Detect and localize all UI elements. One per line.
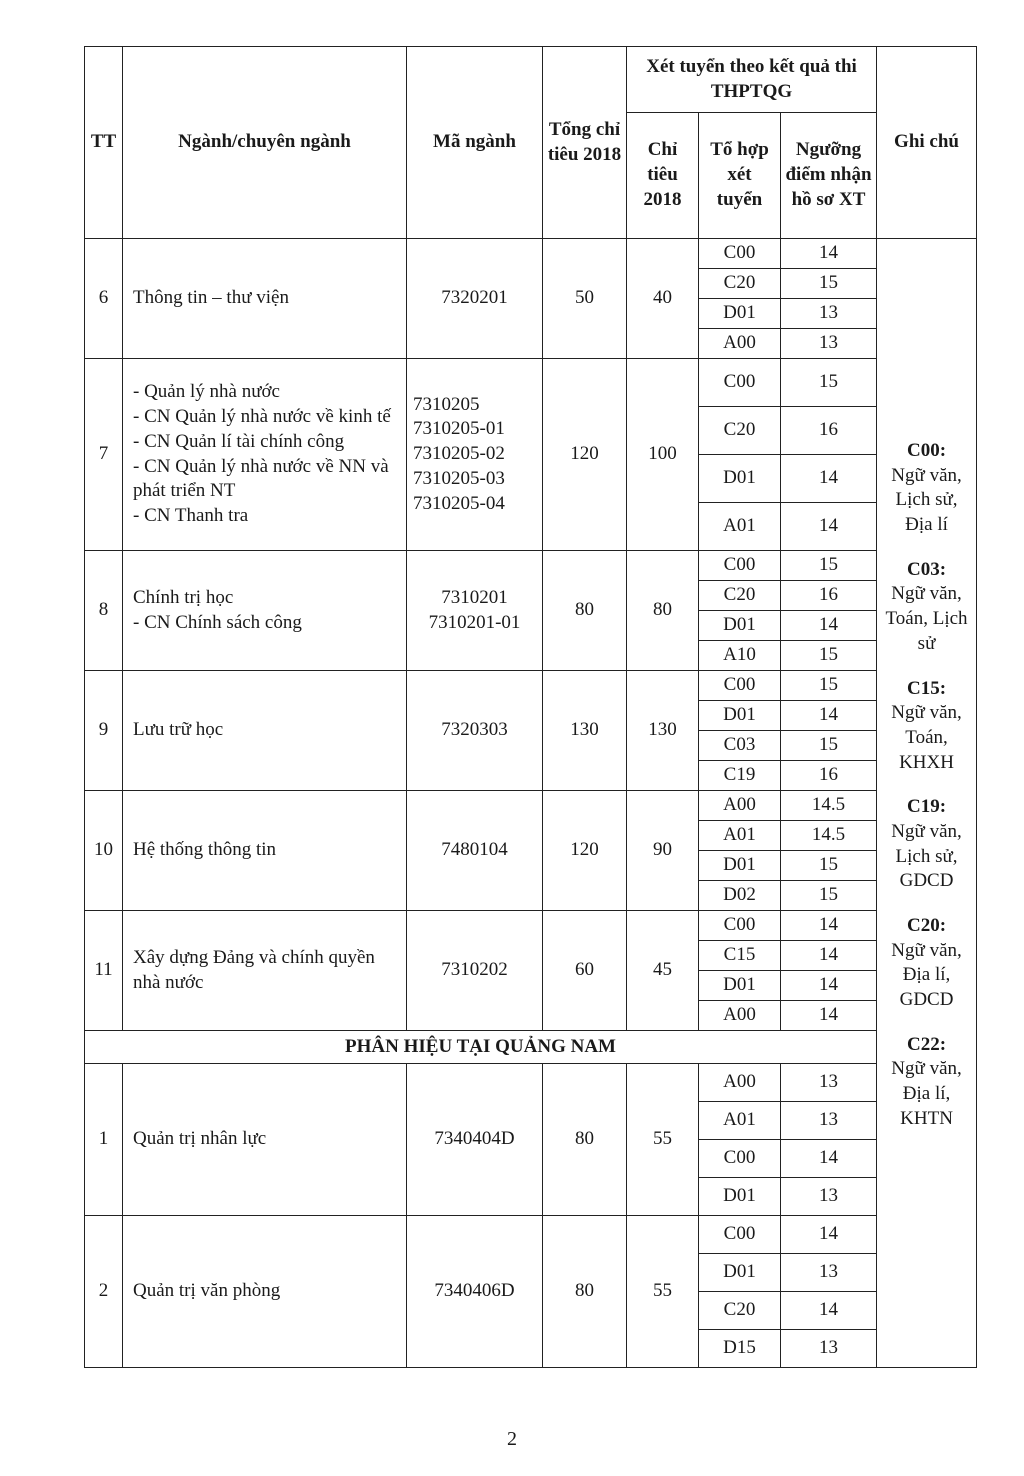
header-chi-tieu: Chỉ tiêu 2018 [627,113,699,239]
row-nguong: 14 [781,971,877,1001]
note-item [881,558,972,657]
nganh-line: Hệ thống thông tin [133,839,277,861]
note-value: Ngữ văn, Địa lí, KHTN [891,1058,962,1129]
row-nguong: 13 [781,1102,877,1140]
header-ma-nganh: Mã ngành [407,47,543,239]
row-nguong: 14 [781,455,877,503]
row-nguong: 14 [781,611,877,641]
note-item [881,1033,972,1132]
row-ma-nganh [407,551,543,671]
row-to-hop: A01 [699,1102,781,1140]
ma-nganh-line: 7340404D [434,1128,515,1150]
note-value: Ngữ văn, Toán, KHXH [891,702,962,773]
row-to-hop: D01 [699,611,781,641]
nganh-line: - CN Quản lý nhà nước về kinh tế [133,406,391,428]
row-nguong: 15 [781,641,877,671]
row-to-hop: D01 [699,971,781,1001]
row-nguong: 13 [781,299,877,329]
row-to-hop: D01 [699,455,781,503]
nganh-line: Quản trị nhân lực [133,1128,267,1150]
nganh-line: - CN Chính sách công [133,611,302,633]
ma-nganh-line: 7480104 [441,839,508,861]
row-nguong: 15 [781,269,877,299]
ma-nganh-line: 7310205-03 [413,467,505,489]
row-to-hop: C20 [699,269,781,299]
nganh-line: - CN Thanh tra [133,504,249,526]
row-nguong: 14.5 [781,791,877,821]
row-nguong: 15 [781,551,877,581]
ma-nganh-line: 7310205-02 [413,443,505,465]
table-row [85,911,977,941]
table-body [85,239,977,1368]
header-nguong: Ngưỡng điểm nhận hồ sơ XT [781,113,877,239]
row-nganh [123,239,407,359]
note-item [881,677,972,776]
row-to-hop: C00 [699,671,781,701]
header-xet-tuyen: Xét tuyển theo kết quả thi THPTQG [627,47,877,113]
row-nguong: 15 [781,851,877,881]
header-tt: TT [85,47,123,239]
row-to-hop: C00 [699,1140,781,1178]
table-row [85,791,977,821]
ma-nganh-line: 7340406D [434,1280,515,1302]
nganh-line: Chính trị học [133,586,234,608]
row-nganh [123,911,407,1031]
row-ma-nganh [407,359,543,551]
row-nganh [123,671,407,791]
row-to-hop: D02 [699,881,781,911]
row-to-hop: C00 [699,239,781,269]
row-chi-tieu: 40 [627,239,699,359]
row-nguong: 14 [781,701,877,731]
row-to-hop: D01 [699,1178,781,1216]
nganh-line: - CN Quản lí tài chính công [133,430,345,452]
row-to-hop: D15 [699,1330,781,1368]
row-chi-tieu: 80 [627,551,699,671]
row-to-hop: C00 [699,911,781,941]
table-row [85,1064,977,1102]
row-ma-nganh [407,1064,543,1216]
row-to-hop: C00 [699,359,781,407]
row-tt: 11 [85,911,123,1031]
ma-nganh-line: 7310205-04 [413,492,505,514]
row-nganh [123,1064,407,1216]
row-nguong: 16 [781,761,877,791]
header-to-hop: Tổ hợp xét tuyển [699,113,781,239]
table-row [85,239,977,269]
table-row [85,671,977,701]
row-to-hop: D01 [699,701,781,731]
row-nguong: 13 [781,1178,877,1216]
row-to-hop: A01 [699,503,781,551]
row-ma-nganh [407,1216,543,1368]
note-item [881,914,972,1013]
row-nguong: 14 [781,1292,877,1330]
ma-nganh-line: 7310205 [413,393,480,415]
table-row [85,1216,977,1254]
row-to-hop: A00 [699,1001,781,1031]
nganh-line: - Quản lý nhà nước [133,381,280,403]
table-row [85,359,977,407]
header-nganh: Ngành/chuyên ngành [123,47,407,239]
row-tt: 6 [85,239,123,359]
header-ghi-chu: Ghi chú [877,47,977,239]
row-to-hop: A01 [699,821,781,851]
nganh-line: Lưu trữ học [133,719,224,741]
row-nganh [123,359,407,551]
note-value: Ngữ văn, Lịch sử, Địa lí [891,464,962,536]
nganh-line: Quản trị văn phòng [133,1280,281,1302]
note-value: Ngữ văn, Lịch sử, GDCD [891,820,962,892]
row-to-hop: C19 [699,761,781,791]
row-to-hop: C20 [699,407,781,455]
row-tt: 2 [85,1216,123,1368]
ma-nganh-line: 7310201-01 [428,611,521,633]
row-chi-tieu: 90 [627,791,699,911]
row-chi-tieu: 55 [627,1064,699,1216]
row-nguong: 14 [781,1140,877,1178]
note-item [881,795,972,894]
row-nguong: 14 [781,1001,877,1031]
table-row [85,551,977,581]
row-tong-chi-tieu: 130 [543,671,627,791]
row-to-hop: C20 [699,1292,781,1330]
row-tong-chi-tieu: 80 [543,1216,627,1368]
row-tong-chi-tieu: 60 [543,911,627,1031]
row-nguong: 15 [781,881,877,911]
ma-nganh-line: 7310202 [441,959,508,981]
note-key: C15: [907,677,947,699]
ma-nganh-line: 7320201 [441,287,508,309]
row-nguong: 13 [781,1064,877,1102]
row-to-hop: C03 [699,731,781,761]
ghi-chu-notes [877,239,977,1368]
section-row [85,1031,977,1064]
row-to-hop: D01 [699,299,781,329]
page-number: 2 [507,1428,517,1450]
row-nganh [123,551,407,671]
row-to-hop: C15 [699,941,781,971]
row-to-hop: A10 [699,641,781,671]
header-tong-chi-tieu: Tổng chỉ tiêu 2018 [543,47,627,239]
row-to-hop: C00 [699,1216,781,1254]
row-nguong: 16 [781,581,877,611]
row-tt: 10 [85,791,123,911]
row-ma-nganh [407,671,543,791]
row-nguong: 14 [781,1216,877,1254]
row-tt: 8 [85,551,123,671]
row-tt: 9 [85,671,123,791]
row-to-hop: C00 [699,551,781,581]
row-chi-tieu: 55 [627,1216,699,1368]
row-tt: 7 [85,359,123,551]
row-chi-tieu: 100 [627,359,699,551]
row-tt: 1 [85,1064,123,1216]
note-value: Ngữ văn, Toán, Lịch sử [885,583,968,654]
row-to-hop: D01 [699,851,781,881]
nganh-line: Xây dựng Đảng và chính quyền nhà nước [133,946,375,993]
row-nguong: 14 [781,911,877,941]
row-nguong: 16 [781,407,877,455]
note-key: C03: [907,558,947,580]
row-tong-chi-tieu: 80 [543,1064,627,1216]
row-tong-chi-tieu: 120 [543,359,627,551]
row-nguong: 13 [781,1254,877,1292]
note-item [881,439,972,538]
row-to-hop: A00 [699,791,781,821]
section-title: PHÂN HIỆU TẠI QUẢNG NAM [85,1031,877,1064]
row-nguong: 15 [781,671,877,701]
row-chi-tieu: 130 [627,671,699,791]
note-key: C20: [907,915,947,936]
note-value: Ngữ văn, Địa lí, GDCD [891,939,962,1011]
note-key: C22: [907,1033,947,1055]
row-nguong: 14 [781,239,877,269]
row-to-hop: A00 [699,329,781,359]
row-nganh [123,791,407,911]
note-key: C19: [907,796,947,818]
row-chi-tieu: 45 [627,911,699,1031]
admission-table [84,46,977,1368]
ma-nganh-line: 7320303 [441,719,508,741]
ma-nganh-line: 7310205-01 [413,418,505,440]
row-nguong: 14.5 [781,821,877,851]
row-ma-nganh [407,791,543,911]
note-key: C00: [907,440,947,461]
row-nguong: 15 [781,731,877,761]
row-to-hop: D01 [699,1254,781,1292]
row-to-hop: C20 [699,581,781,611]
row-tong-chi-tieu: 50 [543,239,627,359]
nganh-line: - CN Quản lý nhà nước về NN và phát triển NT [133,455,389,502]
ma-nganh-line: 7310201 [441,586,508,608]
row-ma-nganh [407,239,543,359]
row-nguong: 15 [781,359,877,407]
nganh-line: Thông tin – thư viện [133,287,289,309]
row-ma-nganh [407,911,543,1031]
row-nguong: 13 [781,329,877,359]
row-nganh [123,1216,407,1368]
row-nguong: 13 [781,1330,877,1368]
row-tong-chi-tieu: 120 [543,791,627,911]
row-nguong: 14 [781,941,877,971]
row-to-hop: A00 [699,1064,781,1102]
row-tong-chi-tieu: 80 [543,551,627,671]
row-nguong: 14 [781,503,877,551]
